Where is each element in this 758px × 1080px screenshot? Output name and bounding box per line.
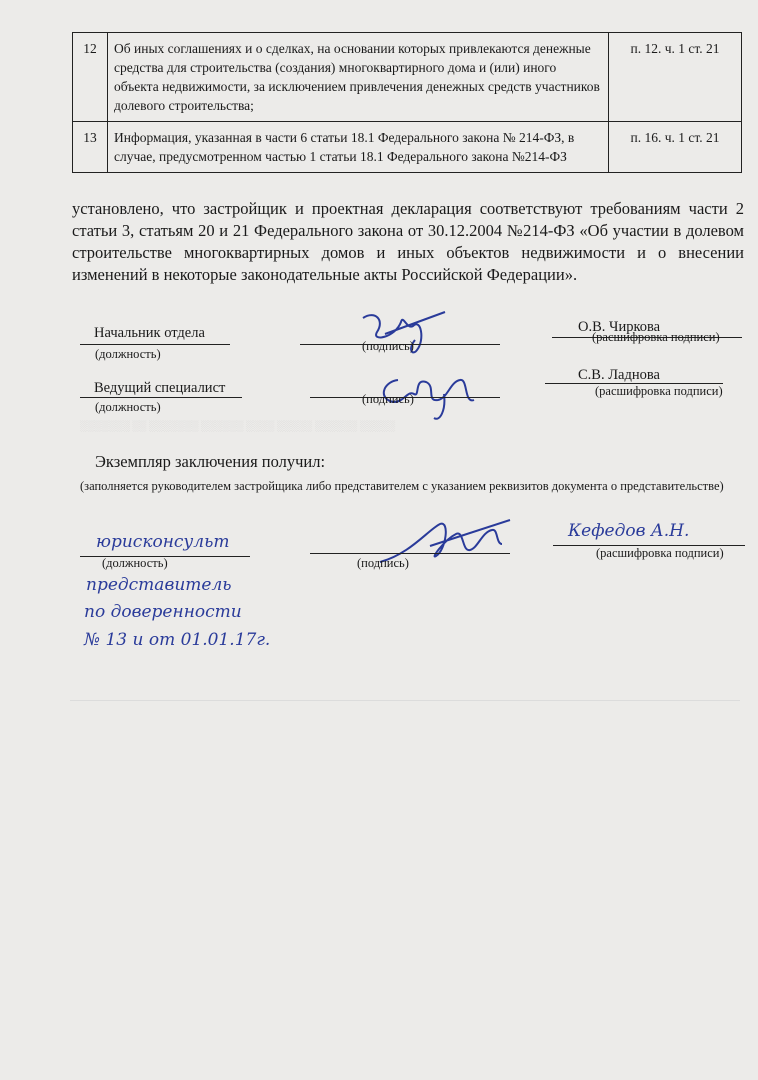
signature-caption: (подпись) xyxy=(357,556,409,570)
position-label: Ведущий специалист xyxy=(94,380,226,396)
handwritten-name: Кефедов А.Н. xyxy=(568,521,690,541)
position-caption: (должность) xyxy=(95,400,161,414)
row-text: Об иных соглашениях и о сделках, на основании которых привлекаются денежные средства для строительства (создания) многоквартирного дома и (или) иного объекта недвижимости, за исключением привлечения денежных средств участников долевого строительства; xyxy=(108,33,609,122)
name-caption: (расшифровка подписи) xyxy=(592,330,720,344)
declaration-table xyxy=(72,32,742,173)
table-row xyxy=(73,122,742,173)
signature-caption: (подпись) xyxy=(362,392,414,406)
row-number: 12 xyxy=(73,33,108,122)
row-text: Информация, указанная в части 6 статьи 18.1 Федерального закона № 214-ФЗ, в случае, предусмотренном частью 1 статьи 18.1 Федерального закона №214-ФЗ xyxy=(108,122,609,173)
name-label: О.В. Чиркова xyxy=(578,319,661,335)
name-caption: (расшифровка подписи) xyxy=(596,546,724,560)
row-reference: п. 12. ч. 1 ст. 21 xyxy=(609,33,742,122)
handwritten-position: юрисконсульт xyxy=(96,532,230,552)
underline xyxy=(310,553,510,554)
conclusion-paragraph: установлено, что застройщик и проектная декларация соответствуют требованиям части 2 статьи 3, статьям 20 и 21 Федерального закона от 30.12.2004 №214-ФЗ «Об участии в долевом строительстве многоквартирных домов и иных объектов недвижимости и о внесении изменений в некоторые законодательные акты Российской Федерации». xyxy=(72,199,744,284)
handwritten-note-line: по доверенности xyxy=(84,602,242,622)
row-number: 13 xyxy=(73,122,108,173)
position-caption: (должность) xyxy=(95,347,161,361)
underline xyxy=(80,344,230,345)
position-caption: (должность) xyxy=(102,556,168,570)
name-label: С.В. Ладнова xyxy=(578,367,660,383)
handwritten-note-line: представитель xyxy=(86,575,232,595)
row-reference: п. 16. ч. 1 ст. 21 xyxy=(609,122,742,173)
show-through-block xyxy=(70,700,740,1031)
receipt-title: Экземпляр заключения получил: xyxy=(95,452,326,471)
receipt-note: (заполняется руководителем застройщика либо представителем с указанием реквизитов документа о представительстве) xyxy=(80,479,724,493)
table-row xyxy=(73,33,742,122)
name-caption: (расшифровка подписи) xyxy=(595,384,723,398)
position-label: Начальник отдела xyxy=(94,325,205,341)
underline xyxy=(80,397,242,398)
signature-caption: (подпись) xyxy=(362,339,414,353)
show-through-text: ░░░░░░░ ░░ ░░░░░░░ ░░░░░░ ░░░░ ░░░░░ ░░░░░░ ░░░░░ xyxy=(80,421,396,432)
handwritten-note-line: № 13 и от 01.01.17г. xyxy=(84,630,271,650)
